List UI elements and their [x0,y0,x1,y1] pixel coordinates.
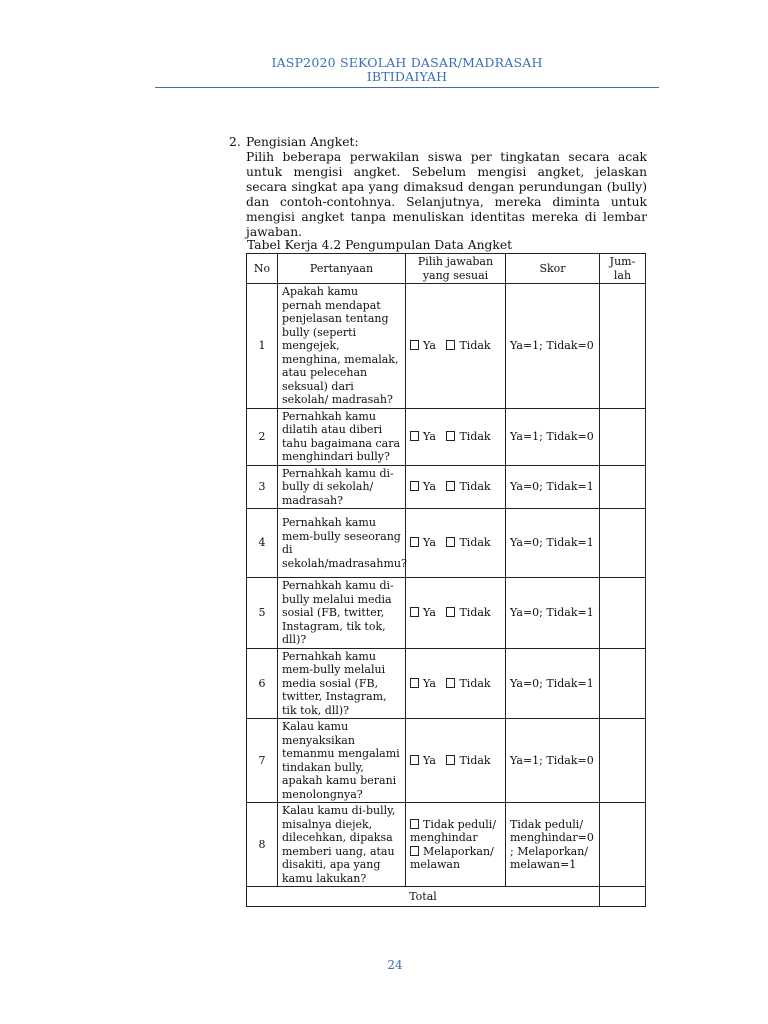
row-number: 2 [247,408,278,465]
question-text: Pernahkah kamu di-bully melalui media sosial (FB, twitter, Instagram, tik tok, dll)? [278,578,406,649]
jumlah-cell[interactable] [600,803,646,887]
answer-options [406,578,506,649]
table-row [247,803,646,887]
option-label: Tidak peduli/ menghindar [410,817,497,844]
checkbox-icon [410,819,419,829]
answer-options [406,284,506,409]
question-text: Kalau kamu di-bully, misalnya diejek, dilecehkan, dipaksa memberi uang, atau disakiti, apa yang kamu lakukan? [278,803,406,887]
checkbox-icon [410,678,419,688]
row-number: 5 [247,578,278,649]
checkbox-tidak[interactable] [446,480,490,493]
header-skor: Skor [506,254,600,284]
option-tidak-label: Tidak [459,606,491,619]
jumlah-cell[interactable] [600,648,646,719]
jumlah-cell[interactable] [600,719,646,803]
option-ya-label: Ya [423,536,436,550]
checkbox-icon [446,755,455,765]
score-rule: Ya=0; Tidak=1 [506,465,600,509]
checkbox-ya[interactable] [410,480,436,493]
total-row [247,887,646,907]
checkbox-icon [410,481,419,491]
score-rule: Ya=1; Tidak=0 [506,408,600,465]
header-jumlah: Jum-lah [600,254,646,284]
checkbox-tidak[interactable] [446,536,490,549]
score-rule: Ya=0; Tidak=1 [506,509,600,578]
option-ya-label: Ya [423,339,436,352]
option-tidak-label: Tidak [459,676,491,690]
checkbox-icon [410,607,419,617]
score-rule: Tidak peduli/ menghindar=0 ; Melaporkan/ melawan=1 [506,803,600,887]
checkbox-tidak[interactable] [446,430,490,443]
row-number: 6 [247,648,278,719]
option-tidak-label: Tidak [459,480,491,493]
row-number: 1 [247,284,278,409]
answer-options [406,408,506,465]
section-title: Pengisian Angket: [246,135,359,149]
checkbox-icon [446,678,455,688]
jumlah-cell[interactable] [600,408,646,465]
checkbox-melaporkan[interactable] [410,845,501,872]
table-header-row [247,254,646,284]
option-tidak-label: Tidak [459,429,491,443]
page-number: 24 [387,958,403,972]
option-ya-label: Ya [423,753,436,767]
table-row [247,578,646,649]
checkbox-ya[interactable] [410,754,436,767]
header-pertanyaan: Pertanyaan [278,254,406,284]
checkbox-icon [446,537,455,547]
section-heading [229,135,647,150]
checkbox-tidak[interactable] [446,606,490,619]
question-text: Pernahkah kamu dilatih atau diberi tahu bagaimana cara menghindari bully? [278,408,406,465]
score-rule: Ya=1; Tidak=0 [506,284,600,409]
row-number: 8 [247,803,278,887]
row-number: 4 [247,509,278,578]
checkbox-icon [446,340,455,350]
checkbox-icon [410,537,419,547]
checkbox-ya[interactable] [410,606,436,619]
option-ya-label: Ya [423,480,436,493]
table-row [247,719,646,803]
checkbox-icon [446,481,455,491]
checkbox-ya[interactable] [410,677,436,690]
jumlah-cell[interactable] [600,465,646,509]
score-rule: Ya=1; Tidak=0 [506,719,600,803]
row-number: 3 [247,465,278,509]
table-row [247,509,646,578]
header-pilih: Pilih jawaban yang sesuai [406,254,506,284]
table-row [247,465,646,509]
option-ya-label: Ya [423,429,436,443]
header-rule [155,87,659,88]
data-table [246,253,646,907]
checkbox-ya[interactable] [410,430,436,443]
option-tidak-label: Tidak [459,339,491,352]
checkbox-tidak[interactable] [446,339,490,352]
option-label: Melaporkan/ melawan [410,844,494,871]
option-tidak-label: Tidak [459,536,491,550]
total-value-cell[interactable] [600,887,646,907]
checkbox-tidak[interactable] [446,677,490,690]
jumlah-cell[interactable] [600,578,646,649]
answer-options [406,509,506,578]
option-ya-label: Ya [423,676,436,690]
checkbox-ya[interactable] [410,536,436,549]
checkbox-icon [410,431,419,441]
checkbox-ya[interactable] [410,339,436,352]
question-text: Kalau kamu menyaksikan temanmu mengalami tindakan bully, apakah kamu berani menolongnya? [278,719,406,803]
answer-options [406,719,506,803]
row-number: 7 [247,719,278,803]
section-paragraph: Pilih beberapa perwakilan siswa per tingkatan secara acak untuk mengisi angket. Sebelum mengisi angket, jelaskan secara singkat apa yang dimaksud dengan perundungan (bully) dan contoh-contohnya. Selanjutnya, mereka diminta untuk mengisi angket tanpa menuliskan identitas mereka di lembar jawaban. [246,150,647,239]
checkbox-tidak-peduli[interactable] [410,818,501,845]
header-line-2: IBTIDAIYAH [366,69,448,84]
checkbox-icon [410,340,419,350]
table-row [247,648,646,719]
section-number: 2. [229,135,241,149]
option-tidak-label: Tidak [459,753,491,767]
question-text: Apakah kamu pernah mendapat penjelasan tentang bully (seperti mengejek, menghina, memalak, atau pelecehan seksual) dari sekolah/ madrasah? [278,284,406,409]
table-row [247,408,646,465]
answer-options [406,465,506,509]
total-label: Total [247,887,600,907]
checkbox-icon [446,607,455,617]
jumlah-cell[interactable] [600,284,646,409]
header-no: No [247,254,278,284]
checkbox-icon [446,431,455,441]
header-line-1: IASP2020 SEKOLAH DASAR/MADRASAH [271,55,543,70]
table-row [247,284,646,409]
question-text: Pernahkah kamu mem-bully melalui media sosial (FB, twitter, Instagram, tik tok, dll)? [278,648,406,719]
answer-options [406,648,506,719]
section-angket [229,135,647,240]
score-rule: Ya=0; Tidak=1 [506,648,600,719]
question-text: Pernahkah kamu di-bully di sekolah/ madrasah? [278,465,406,509]
option-ya-label: Ya [423,606,436,619]
answer-options [406,803,506,887]
question-text: Pernahkah kamu mem-bully seseorang di sekolah/madrasahmu? [278,509,406,578]
checkbox-icon [410,755,419,765]
jumlah-cell[interactable] [600,509,646,578]
running-header [155,56,659,84]
table-caption: Tabel Kerja 4.2 Pengumpulan Data Angket [247,238,513,252]
checkbox-tidak[interactable] [446,754,490,767]
score-rule: Ya=0; Tidak=1 [506,578,600,649]
checkbox-icon [410,846,419,856]
